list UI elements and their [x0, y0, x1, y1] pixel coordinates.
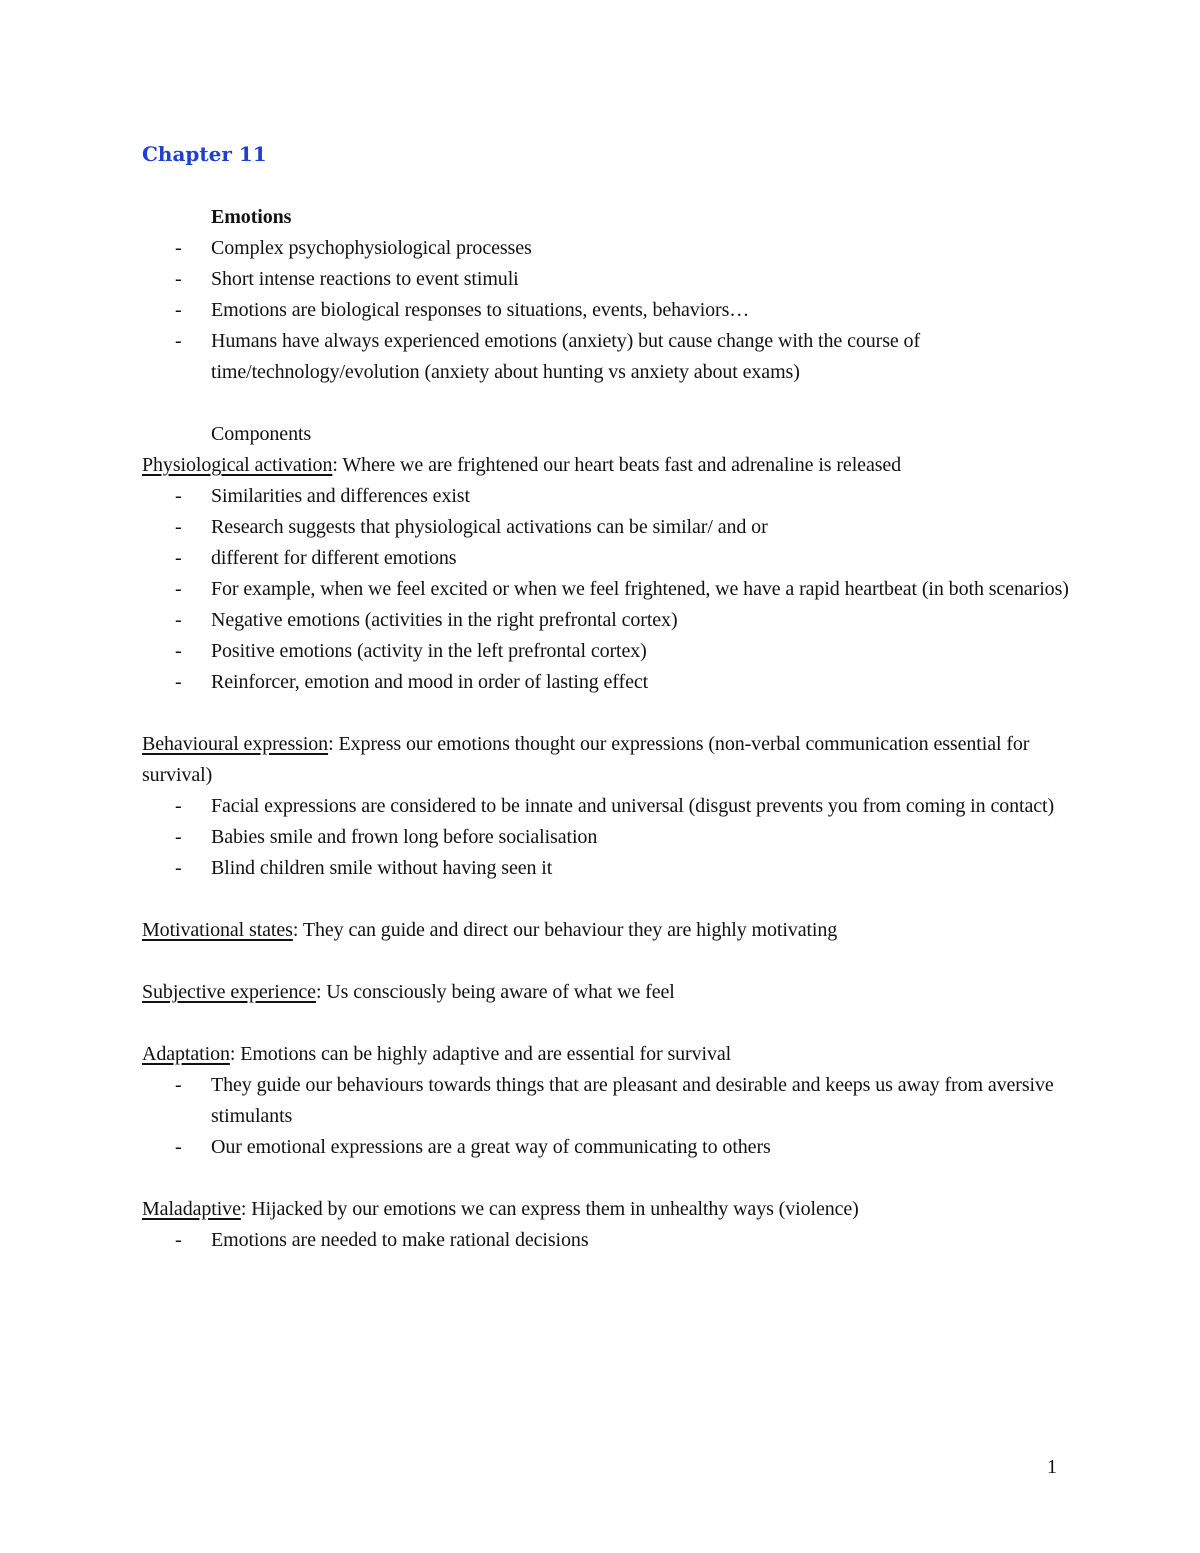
list-item: - Negative emotions (activities in the right prefrontal cortex) [142, 605, 1082, 636]
dash-bullet: - [175, 1229, 182, 1251]
dash-bullet: - [175, 578, 182, 600]
physiological-list [142, 481, 1082, 698]
components-heading: Components [211, 423, 312, 445]
dash-bullet: - [175, 485, 182, 507]
dash-bullet: - [175, 640, 182, 662]
dash-bullet: - [175, 826, 182, 848]
list-item: - Complex psychophysiological processes [142, 233, 1082, 264]
maladaptive-definition: Maladaptive: Hijacked by our emotions we can express them in unhealthy ways (violence) [142, 1198, 859, 1220]
emotions-heading: Emotions [211, 206, 292, 228]
list-item: - Reinforcer, emotion and mood in order of lasting effect [142, 667, 1082, 698]
maladaptive-term: Maladaptive [142, 1198, 241, 1220]
behavioural-definition: Behavioural expression: Express our emotions thought our expressions (non-verbal communication essential for survival) [142, 733, 1030, 786]
motivational-term: Motivational states [142, 919, 293, 941]
list-item: - Short intense reactions to event stimuli [142, 264, 1082, 295]
dash-bullet: - [175, 795, 182, 817]
dash-bullet: - [175, 671, 182, 693]
subjective-definition: Subjective experience: Us consciously being aware of what we feel [142, 981, 675, 1003]
adaptation-definition: Adaptation: Emotions can be highly adaptive and are essential for survival [142, 1043, 732, 1065]
physiological-term: Physiological activation [142, 454, 333, 476]
maladaptive-list [142, 1225, 1082, 1256]
list-item: - Positive emotions (activity in the left prefrontal cortex) [142, 636, 1082, 667]
dash-bullet: - [175, 547, 182, 569]
behavioural-list [142, 791, 1082, 884]
motivational-definition: Motivational states: They can guide and direct our behaviour they are highly motivating [142, 919, 838, 941]
content-body [142, 202, 1082, 1256]
dash-bullet: - [175, 1074, 182, 1096]
list-item: - Our emotional expressions are a great way of communicating to others [142, 1132, 1082, 1163]
dash-bullet: - [175, 330, 182, 352]
dash-bullet: - [175, 516, 182, 538]
page-number: 1 [1047, 1456, 1057, 1478]
list-item: - Emotions are needed to make rational decisions [142, 1225, 1082, 1256]
emotions-list [142, 233, 1082, 388]
list-item: - different for different emotions [142, 543, 1082, 574]
physiological-definition: Physiological activation: Where we are frightened our heart beats fast and adrenaline is released [142, 454, 902, 476]
list-item: - Babies smile and frown long before socialisation [142, 822, 1082, 853]
list-item: - Research suggests that physiological activations can be similar/ and or [142, 512, 1082, 543]
list-item: - They guide our behaviours towards things that are pleasant and desirable and keeps us away from aversive stimulants [142, 1070, 1082, 1132]
list-item: - Emotions are biological responses to situations, events, behaviors… [142, 295, 1082, 326]
list-item: - Blind children smile without having seen it [142, 853, 1082, 884]
list-item: - Similarities and differences exist [142, 481, 1082, 512]
dash-bullet: - [175, 237, 182, 259]
adaptation-term: Adaptation [142, 1043, 230, 1065]
chapter-title: Chapter 11 [142, 142, 267, 166]
adaptation-list [142, 1070, 1082, 1163]
list-item: - Facial expressions are considered to be innate and universal (disgust prevents you from coming in contact) [142, 791, 1082, 822]
subjective-term: Subjective experience [142, 981, 316, 1003]
dash-bullet: - [175, 1136, 182, 1158]
dash-bullet: - [175, 268, 182, 290]
dash-bullet: - [175, 609, 182, 631]
dash-bullet: - [175, 299, 182, 321]
dash-bullet: - [175, 857, 182, 879]
list-item: - Humans have always experienced emotions (anxiety) but cause change with the course of time/technology/evolution (anxiety about hunting vs anxiety about exams) [142, 326, 1082, 388]
behavioural-term: Behavioural expression [142, 733, 329, 755]
list-item: - For example, when we feel excited or when we feel frightened, we have a rapid heartbeat (in both scenarios) [142, 574, 1082, 605]
